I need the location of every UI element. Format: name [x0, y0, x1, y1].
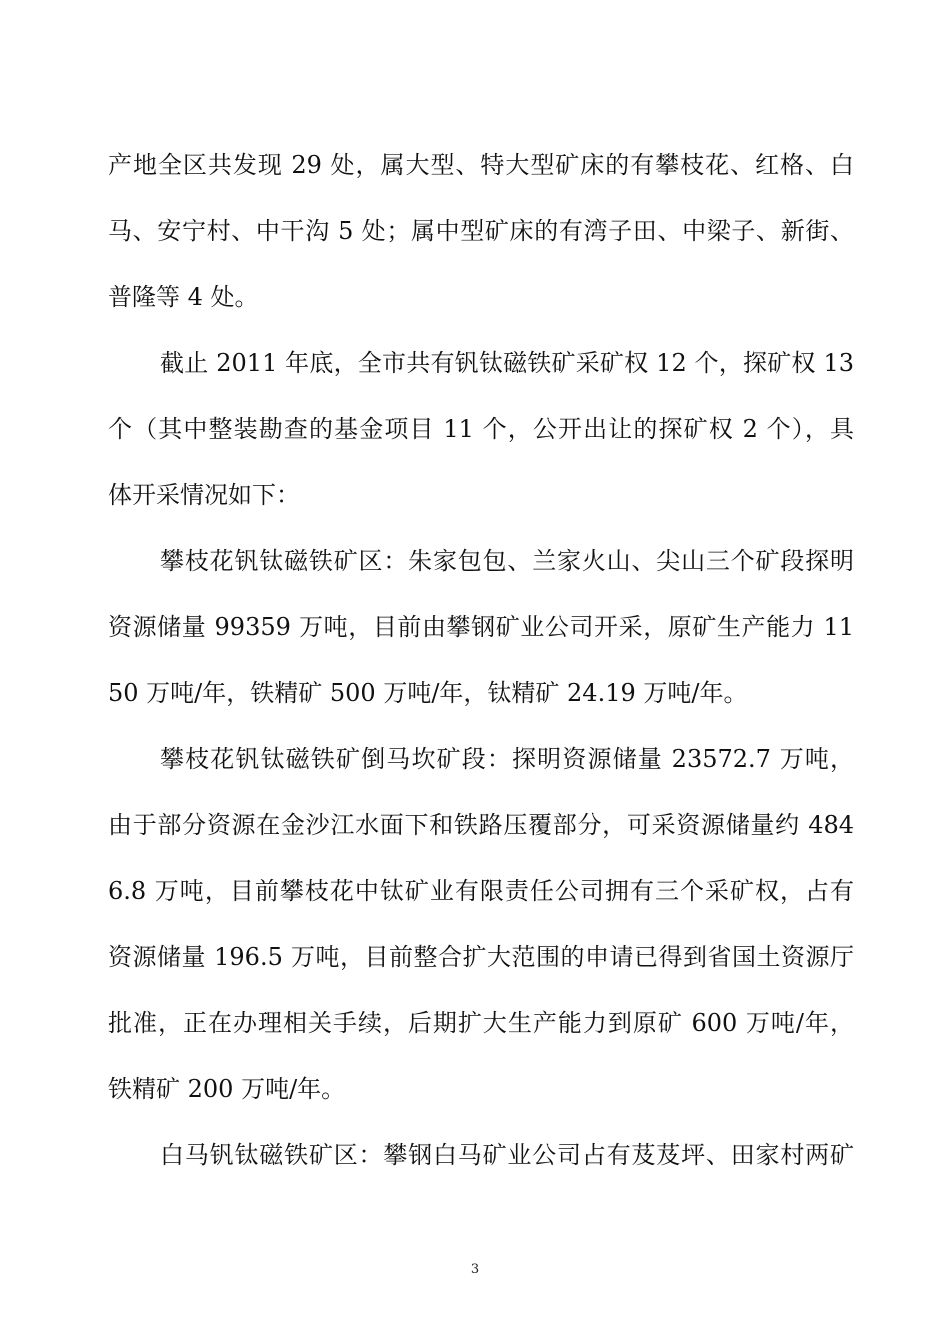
text-line: 铁精矿 200 万吨/年。 — [108, 1075, 346, 1103]
text-line: 50 万吨/年，铁精矿 500 万吨/年，钛精矿 24.19 万吨/年。 — [108, 679, 748, 707]
page-number: 3 — [470, 1262, 480, 1277]
text-line: 资源储量 99359 万吨，目前由攀钢矿业公司开采，原矿生产能力 11 — [108, 613, 854, 641]
text-line: 攀枝花钒钛磁铁矿区：朱家包包、兰家火山、尖山三个矿段探明 — [160, 547, 854, 575]
text-line: 截止 2011 年底，全市共有钒钛磁铁矿采矿权 12 个，探矿权 13 — [160, 349, 854, 377]
body-text — [108, 138, 854, 1194]
text-line: 由于部分资源在金沙江水面下和铁路压覆部分，可采资源储量约 484 — [108, 811, 854, 839]
text-line: 6.8 万吨，目前攀枝花中钛矿业有限责任公司拥有三个采矿权，占有 — [108, 877, 854, 905]
text-line: 体开采情况如下： — [108, 481, 300, 509]
text-line: 普隆等 4 处。 — [108, 283, 259, 311]
paragraph-5 — [108, 1128, 854, 1194]
text-line: 马、安宁村、中干沟 5 处；属中型矿床的有湾子田、中梁子、新街、 — [108, 217, 854, 245]
text-line: 白马钒钛磁铁矿区：攀钢白马矿业公司占有芨芨坪、田家村两矿 — [160, 1141, 854, 1169]
text-line: 资源储量 196.5 万吨，目前整合扩大范围的申请已得到省国土资源厅 — [108, 943, 854, 971]
text-line: 个（其中整装勘查的基金项目 11 个，公开出让的探矿权 2 个），具 — [108, 415, 854, 443]
text-line: 攀枝花钒钛磁铁矿倒马坎矿段：探明资源储量 23572.7 万吨， — [160, 745, 854, 773]
paragraph-4 — [108, 732, 854, 1128]
text-line: 批准，正在办理相关手续，后期扩大生产能力到原矿 600 万吨/年， — [108, 1009, 854, 1037]
paragraph-2 — [108, 336, 854, 534]
paragraph-3 — [108, 534, 854, 732]
paragraph-1 — [108, 138, 854, 336]
text-line: 产地全区共发现 29 处，属大型、特大型矿床的有攀枝花、红格、白 — [108, 151, 854, 179]
